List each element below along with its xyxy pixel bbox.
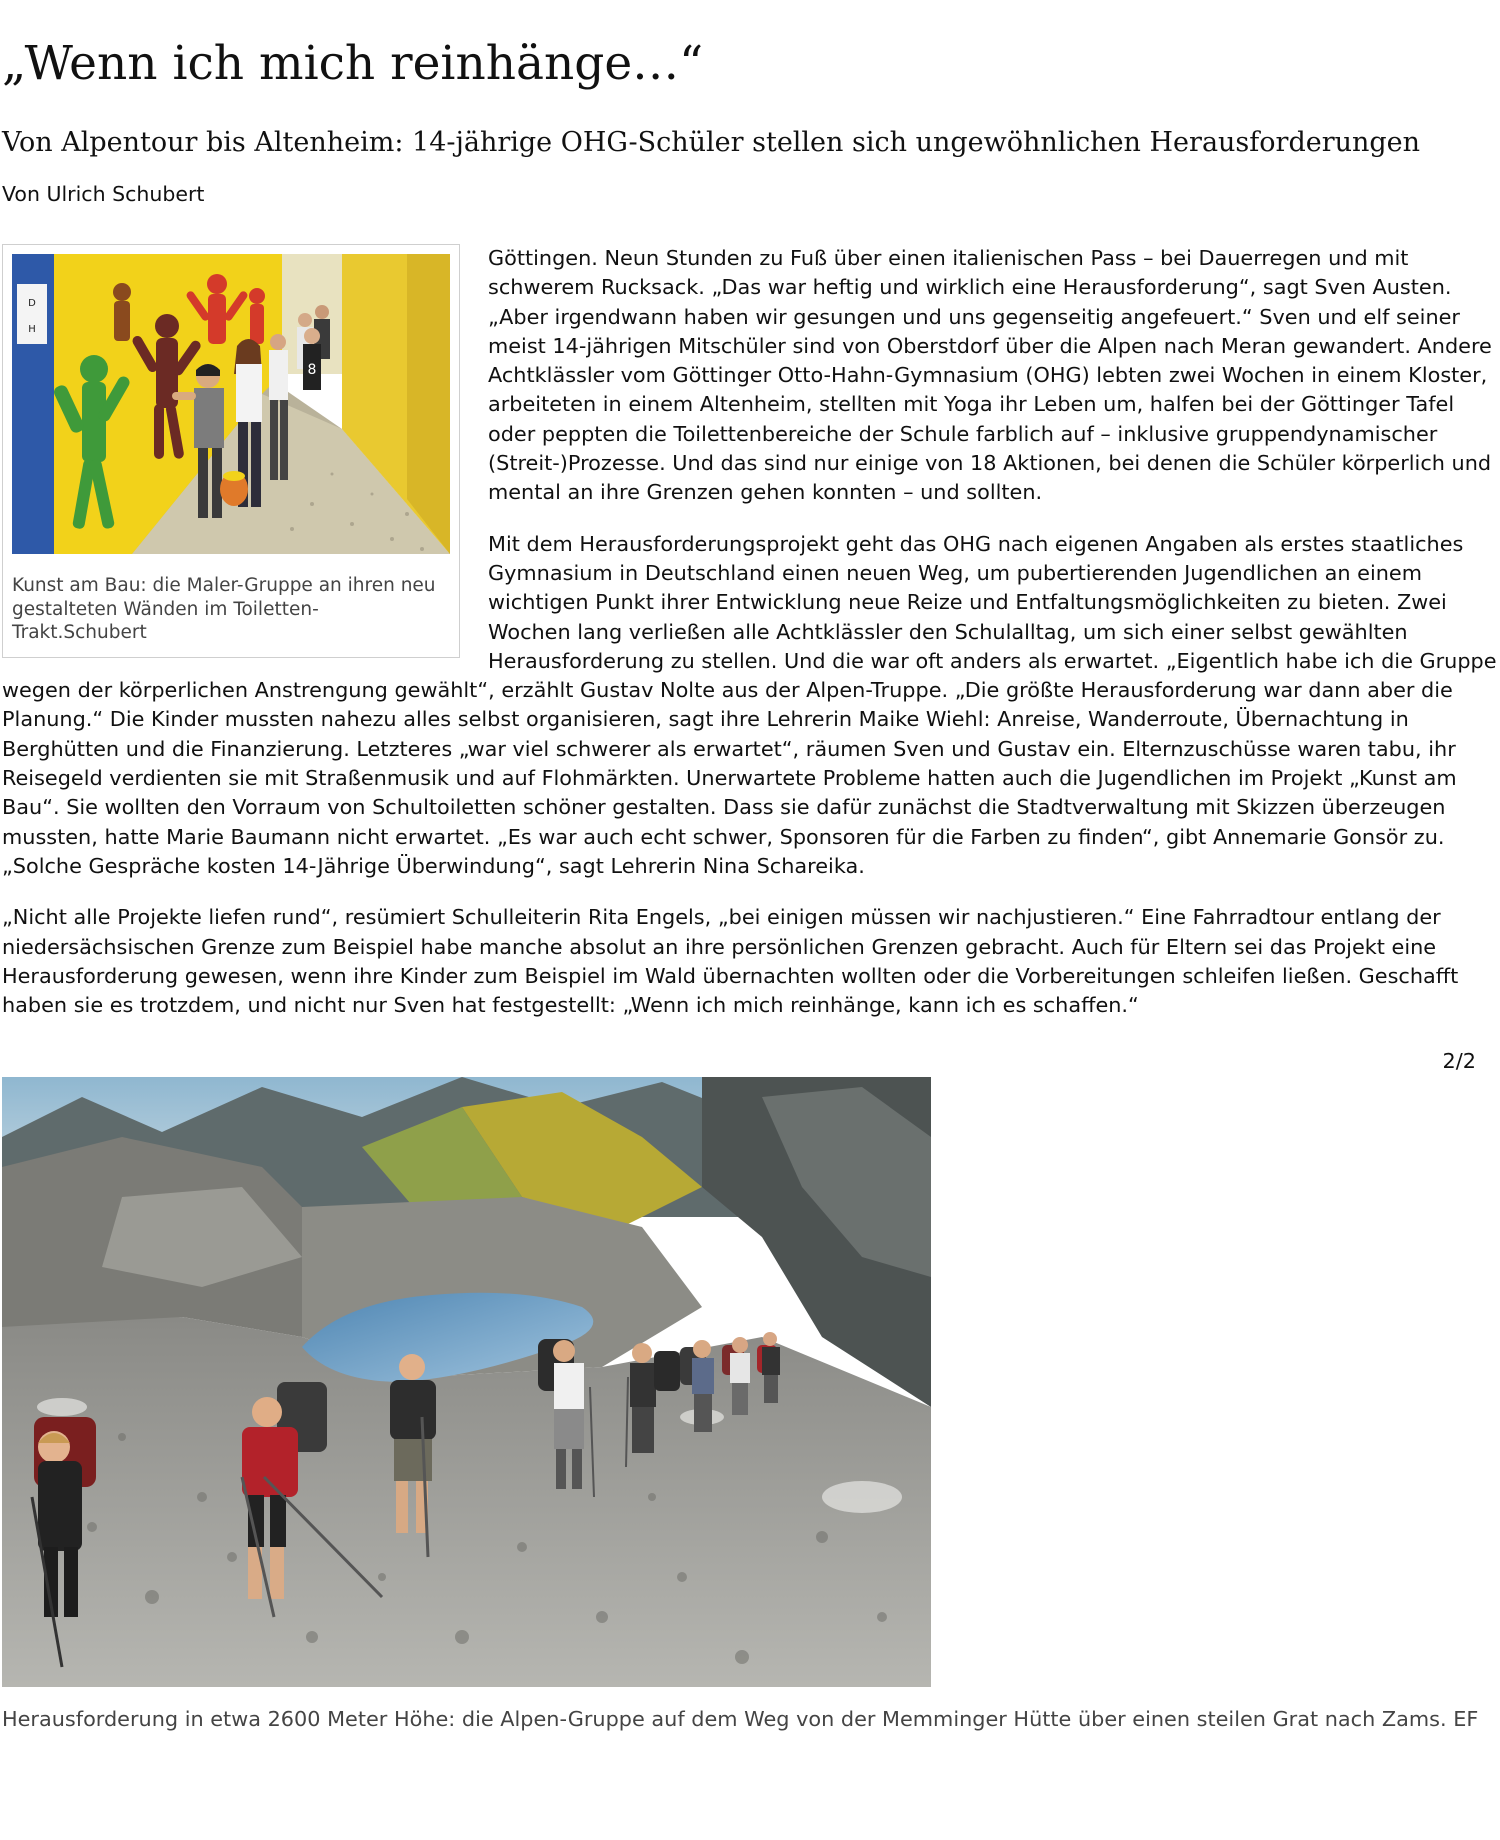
paragraph-1: Göttingen. Neun Stunden zu Fuß über einen italienischen Pass – bei Dauerregen und mit schwerem Rucksack. „Das war heftig und wirklich eine Herausforderung“, sagt Sven Austen. „Aber irgendwann haben wir gesungen und uns gegenseitig angefeuert.“ Sven und elf seiner meist 14-jährigen Mitschüler sind von Oberstdorf über die Alpen nach Meran gewandert. Andere Achtklässler vom Göttinger Otto-Hahn-Gymnasium (OHG) lebten zwei Wochen in einem Kloster, arbeiteten in einem Altenheim, stellten mit Yoga ihr Leben um, halfen bei der Göttinger Tafel oder peppten die Toilettenbereiche der Schule farblich auf – inklusive gruppendynamischer (Streit-)Prozesse. Und das sind nur einige von 18 Aktionen, bei denen die Schüler körperlich und mental an ihre Grenzen gehen konnten – und sollten. bbox=[488, 246, 1492, 505]
article-byline: Von Ulrich Schubert bbox=[2, 182, 205, 206]
photo-hikers-alpine-scree-lake bbox=[2, 1077, 931, 1687]
paragraph-3: „Nicht alle Projekte liefen rund“, resümiert Schulleiterin Rita Engels, „bei einigen müssen wir nachjustieren.“ Eine Fahrradtour entlang der niedersächsischen Grenze zum Beispiel habe manche absolut an ihre persönlichen Grenzen gebracht. Auch für Eltern sei das Projekt eine Herausforderung gewesen, wenn ihre Kinder zum Beispiel im Wald übernachten wollten oder die Vorbereitungen schleifen ließen. Geschafft haben sie es trotzdem, und nicht nur Sven hat festgestellt: „Wenn ich mich reinhänge, kann ich es schaffen.“ bbox=[2, 905, 1459, 1018]
svg-text:D: D bbox=[28, 298, 36, 309]
svg-text:H: H bbox=[28, 324, 36, 335]
photo-students-painted-hallway bbox=[12, 254, 450, 554]
svg-text:8: 8 bbox=[307, 362, 317, 378]
paragraph-2: Mit dem Herausforderungsprojekt geht das OHG nach eigenen Angaben als erstes staatliches Gymnasium in Deutschland einen neuen Weg, um pubertierenden Jugendlichen an einem wichtigen Punkt ihrer Entwicklung neue Reize und Entfaltungsmöglichkeiten zu bieten. Zwei Wochen lang verließen alle Achtklässler den Schulalltag, um sich einer selbst gewählten Herausforderung zu stellen. Und die war oft anders als erwartet. „Eigentlich habe ich die Gruppe wegen der körperlichen Anstrengung gewählt“, erzählt Gustav Nolte aus der Alpen-Truppe. „Die größte Herausforderung war dann aber die Planung.“ Die Kinder mussten nahezu alles selbst organisieren, sagt ihre Lehrerin Maike Wiehl: Anreise, Wanderroute, Übernachtung in Berghütten und die Finanzierung. Letzteres „war viel schwerer als erwartet“, räumen Sven und Gustav ein. Elternzuschüsse waren tabu, ihr Reisegeld verdienten sie mit Straßenmusik und auf Flohmärkten. Unerwartete Probleme hatten auch die Jugendlichen im Projekt „Kunst am Bau“. Sie wollten den Vorraum von Schultoiletten schöner gestalten. Dass sie dafür zunächst die Stadtverwaltung mit Skizzen überzeugen mussten, hatte Marie Baumann nicht erwartet. „Es war auch echt schwer, Sponsoren für die Farben zu finden“, gibt Annemarie Gonsör zu. „Solche Gespräche kosten 14-Jährige Überwindung“, sagt Lehrerin Nina Schareika. bbox=[2, 531, 1497, 878]
figure-hikers bbox=[2, 1077, 931, 1687]
figure-painters bbox=[2, 244, 460, 658]
article-subheadline: Von Alpentour bis Altenheim: 14-jährige OHG-Schüler stellen sich ungewöhnlichen Herausforderungen bbox=[2, 127, 1421, 158]
article-headline: „Wenn ich mich reinhänge…“ bbox=[2, 36, 704, 91]
figure-painters-caption: Kunst am Bau: die Maler-Gruppe an ihren neu gestalteten Wänden im Toiletten-Trakt.Schubert bbox=[12, 575, 436, 643]
page-indicator: 2/2 bbox=[1442, 1049, 1476, 1073]
article-body bbox=[2, 244, 1498, 1042]
figure-hikers-caption: Herausforderung in etwa 2600 Meter Höhe: die Alpen-Gruppe auf dem Weg von der Memminger Hütte über einen steilen Grat nach Zams. EF bbox=[2, 1707, 1479, 1731]
